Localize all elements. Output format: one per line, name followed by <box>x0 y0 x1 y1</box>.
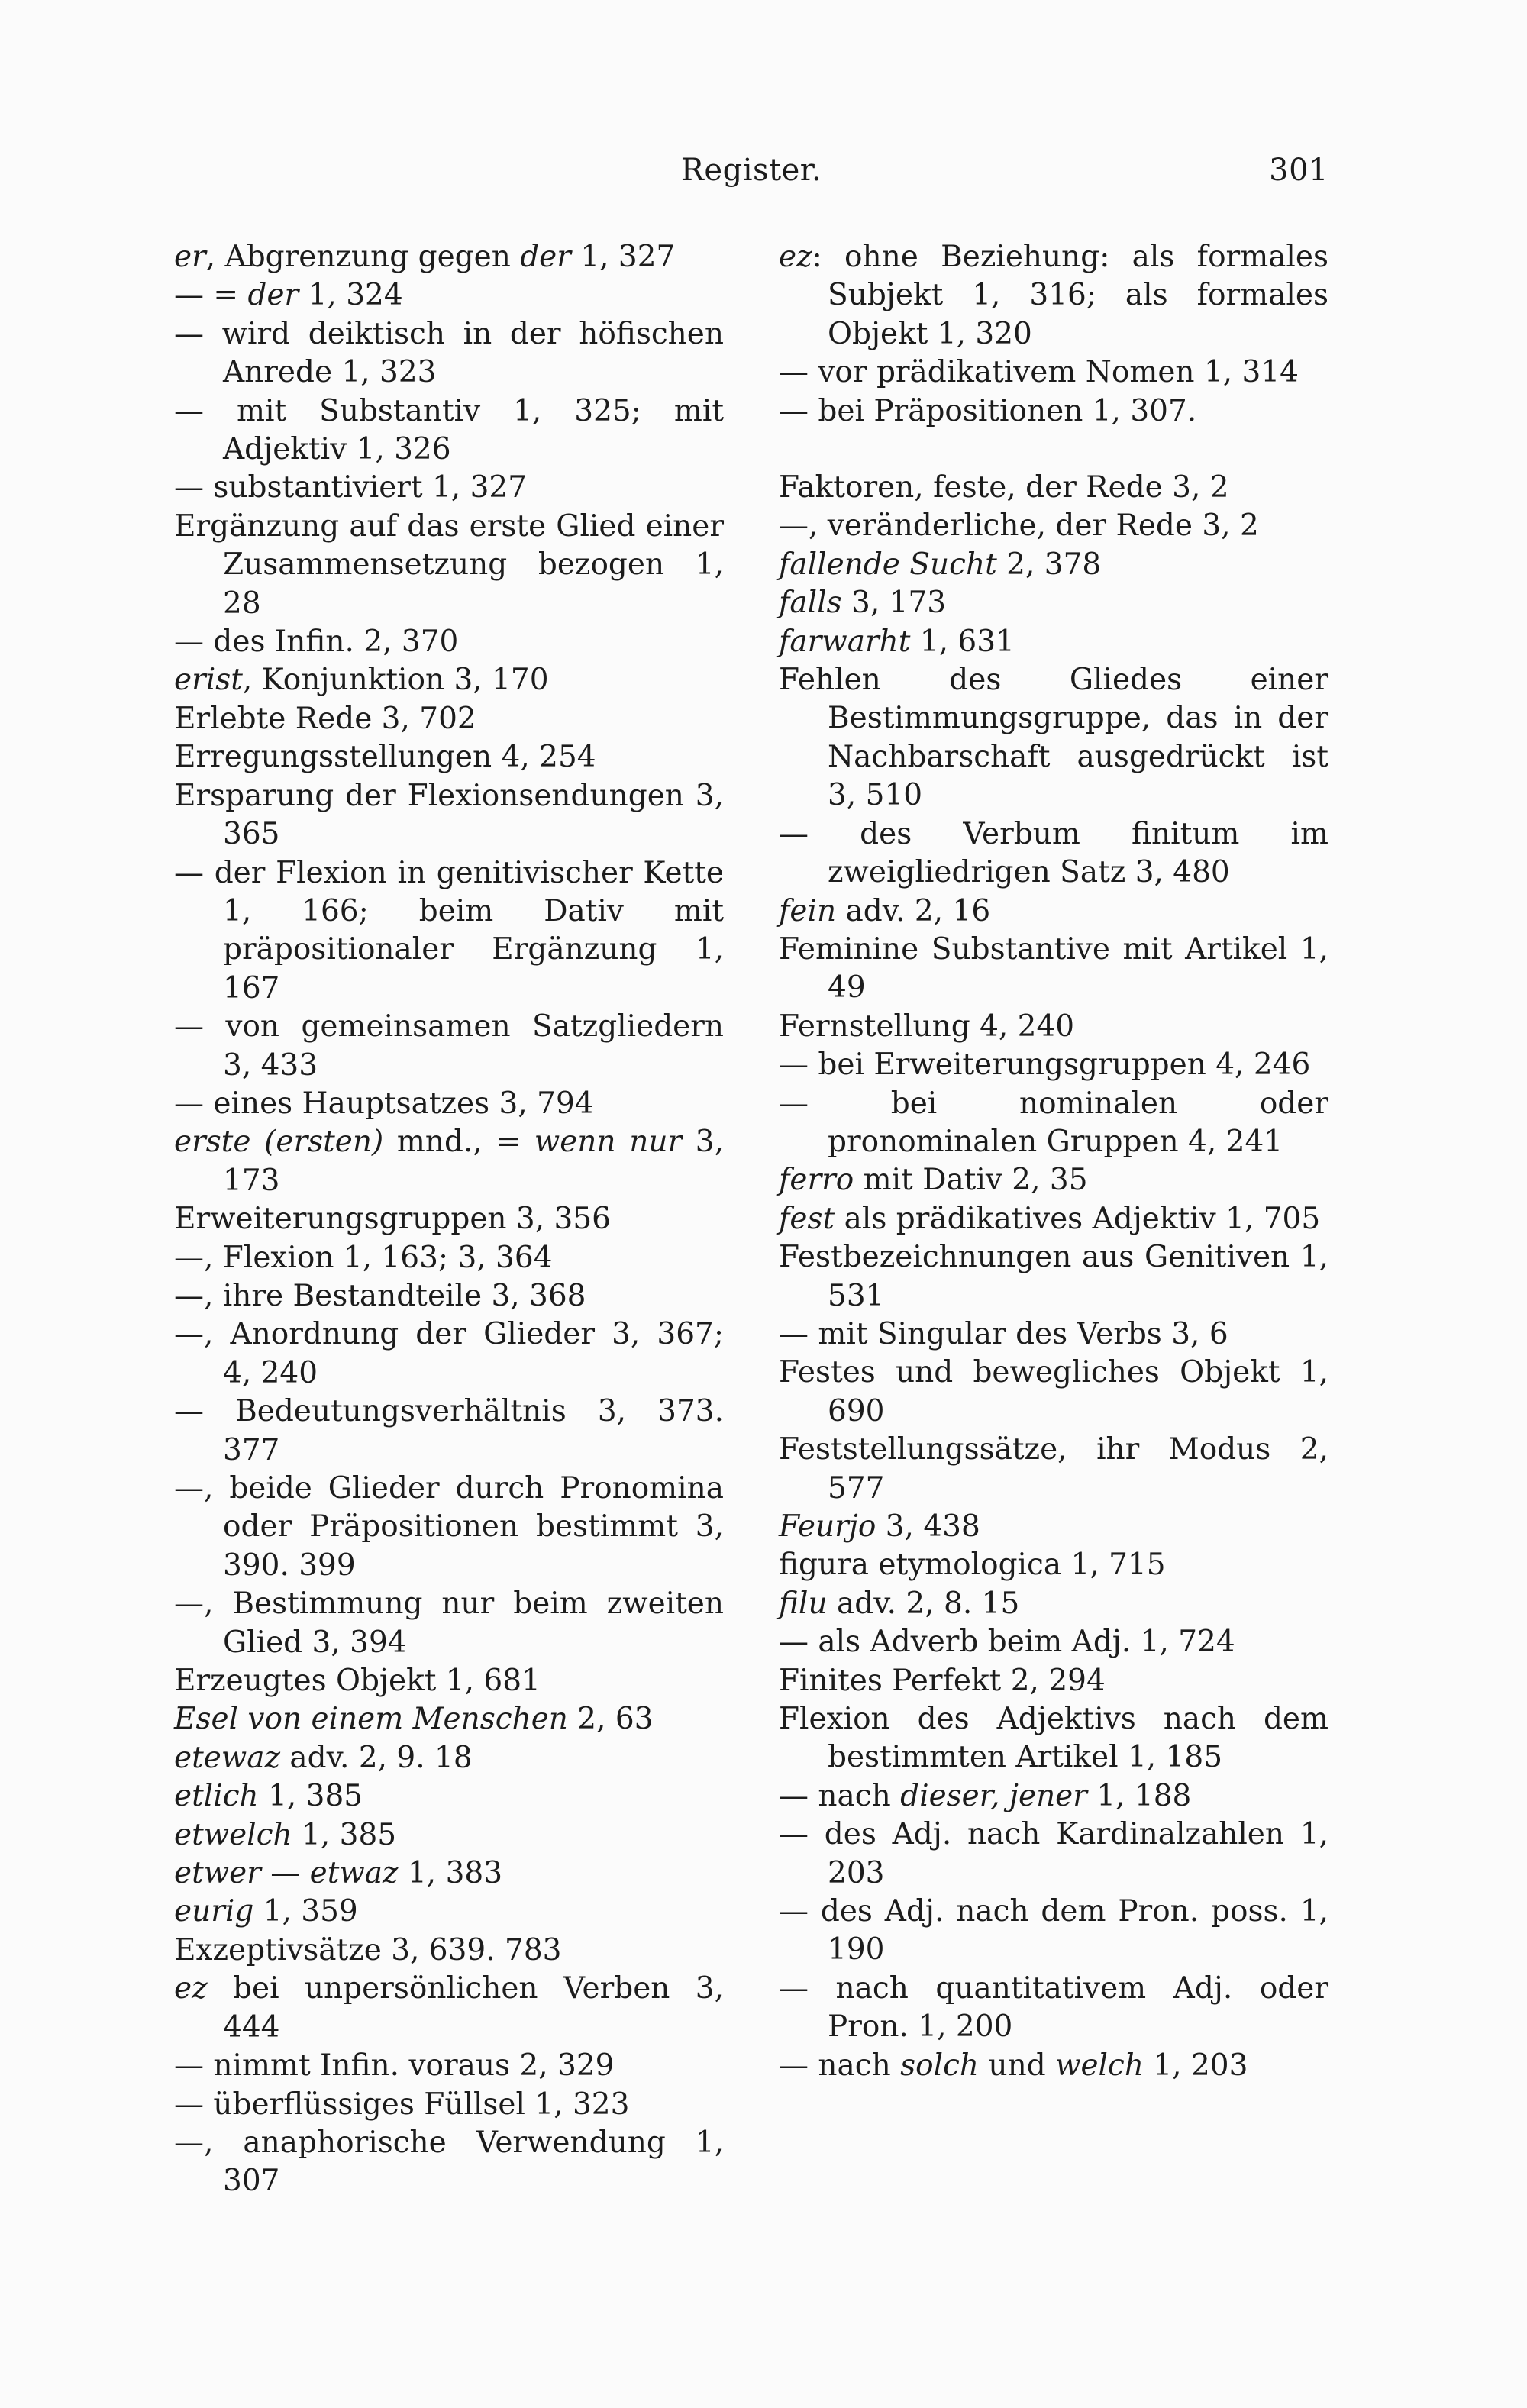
index-entry: Ersparung der Flexionsendungen 3, 365 <box>174 778 724 852</box>
index-entry: Flexion des Adjektivs nach dem bestimmten Artikel 1, 185 <box>779 1702 1328 1775</box>
page-number: 301 <box>1269 153 1328 188</box>
index-entry: etwelch 1, 385 <box>174 1817 397 1852</box>
index-entry: erist, Konjunktion 3, 170 <box>174 663 549 698</box>
index-entry: ferro mit Dativ 2, 35 <box>779 1163 1088 1198</box>
index-entry: Faktoren, feste, der Rede 3, 2 <box>779 470 1229 505</box>
index-entry: er, Abgrenzung gegen der 1, 327 <box>174 240 676 274</box>
index-entry: fest als prädikatives Adjektiv 1, 705 <box>779 1201 1321 1236</box>
index-entry: Festes und bewegliches Objekt 1, 690 <box>779 1355 1328 1428</box>
index-entry: — der Flexion in genitivischer Kette 1, 166; beim Dativ mit präpositionaler Ergänzung 1, 167 <box>174 855 724 1005</box>
index-entry: ez bei unpersönlichen Verben 3, 444 <box>174 1971 724 2045</box>
index-entry: filu adv. 2, 8. 15 <box>779 1586 1020 1621</box>
index-entry: Ergänzung auf das erste Glied einer Zusammensetzung bezogen 1, 28 <box>174 508 724 621</box>
index-entry: — überflüssiges Füllsel 1, 323 <box>174 2087 630 2122</box>
index-entry: Erlebte Rede 3, 702 <box>174 701 476 736</box>
index-entry: Erregungsstellungen 4, 254 <box>174 740 596 775</box>
index-entry: fallende Sucht 2, 378 <box>779 547 1102 582</box>
index-entry: Fernstellung 4, 240 <box>779 1009 1075 1044</box>
index-entry: eurig 1, 359 <box>174 1894 358 1929</box>
index-entry: ez: ohne Beziehung: als formales Subjekt 1, 316; als formales Objekt 1, 320 <box>779 240 1328 351</box>
index-entry: etlich 1, 385 <box>174 1779 363 1814</box>
index-entry: — des Infin. 2, 370 <box>174 625 459 660</box>
index-entry: erste (ersten) mnd., = wenn nur 3, 173 <box>174 1125 724 1198</box>
index-entry: — mit Singular des Verbs 3, 6 <box>779 1316 1228 1351</box>
index-entry: — substantiviert 1, 327 <box>174 470 528 505</box>
index-entry: — des Verbum finitum im zweigliedrigen Satz 3, 480 <box>779 816 1328 890</box>
index-entry: —, Bestimmung nur beim zweiten Glied 3, 394 <box>174 1587 724 1660</box>
index-entry: — bei nominalen oder pronominalen Gruppen 4, 241 <box>779 1086 1328 1159</box>
index-entry: etwer — etwaz 1, 383 <box>174 1856 503 1891</box>
index-entry: Erweiterungsgruppen 3, 356 <box>174 1202 611 1237</box>
index-entry: — nach solch und welch 1, 203 <box>779 2048 1248 2083</box>
page-header <box>174 153 1328 199</box>
running-head: Register. <box>680 153 822 188</box>
index-entry: —, Flexion 1, 163; 3, 364 <box>174 1240 553 1275</box>
index-entry: figura etymologica 1, 715 <box>779 1548 1166 1583</box>
index-column-right <box>779 238 1328 2085</box>
index-entry: — vor prädikativem Nomen 1, 314 <box>779 355 1299 390</box>
index-entry: —, anaphorische Verwendung 1, 307 <box>174 2125 724 2199</box>
index-entry: — von gemeinsamen Satzgliedern 3, 433 <box>174 1009 724 1083</box>
index-entry: — nach dieser, jener 1, 188 <box>779 1778 1192 1813</box>
index-entry: — als Adverb beim Adj. 1, 724 <box>779 1625 1235 1660</box>
index-entry: Festbezeichnungen aus Genitiven 1, 531 <box>779 1240 1328 1313</box>
index-entry: — = der 1, 324 <box>174 278 403 313</box>
index-entry: farwarht 1, 631 <box>779 624 1015 659</box>
index-entry: —, ihre Bestandteile 3, 368 <box>174 1278 586 1313</box>
index-entry: —, Anordnung der Glieder 3, 367; 4, 240 <box>174 1317 724 1390</box>
index-entry: Feststellungssätze, ihr Modus 2, 577 <box>779 1432 1328 1506</box>
index-entry: —, beide Glieder durch Pronomina oder Präpositionen bestimmt 3, 390. 399 <box>174 1471 724 1583</box>
index-column-left <box>174 238 724 2201</box>
index-entry: — eines Hauptsatzes 3, 794 <box>174 1086 594 1121</box>
index-entry: Feminine Substantive mit Artikel 1, 49 <box>779 931 1328 1005</box>
index-entry: Fehlen des Gliedes einer Bestimmungsgruppe, das in der Nachbarschaft ausgedrückt ist 3, 510 <box>779 663 1328 813</box>
index-entry: Esel von einem Menschen 2, 63 <box>174 1702 654 1737</box>
index-entry: — mit Substantiv 1, 325; mit Adjektiv 1, 326 <box>174 393 724 467</box>
index-entry: Finites Perfekt 2, 294 <box>779 1663 1106 1698</box>
index-entry: Erzeugtes Objekt 1, 681 <box>174 1664 541 1699</box>
index-entry: — wird deiktisch in der höfischen Anrede 1, 323 <box>174 316 724 390</box>
index-entry: etewaz adv. 2, 9. 18 <box>174 1740 473 1775</box>
index-entry: — des Adj. nach dem Pron. poss. 1, 190 <box>779 1894 1328 1967</box>
index-entry: — bei Präpositionen 1, 307. <box>779 393 1197 428</box>
index-entry: fein adv. 2, 16 <box>779 893 991 928</box>
index-entry: — nimmt Infin. voraus 2, 329 <box>174 2048 615 2084</box>
index-entry: — bei Erweiterungsgruppen 4, 246 <box>779 1047 1311 1083</box>
index-entry: —, veränderliche, der Rede 3, 2 <box>779 508 1259 544</box>
index-entry: — nach quantitativem Adj. oder Pron. 1, 200 <box>779 1971 1328 2045</box>
index-entry: — Bedeutungsverhältnis 3, 373. 377 <box>174 1394 724 1467</box>
index-entry: — des Adj. nach Kardinalzahlen 1, 203 <box>779 1817 1328 1890</box>
index-entry: Exzeptivsätze 3, 639. 783 <box>174 1932 562 1967</box>
index-entry: Feurjo 3, 438 <box>779 1509 980 1544</box>
index-entry: falls 3, 173 <box>779 586 947 621</box>
